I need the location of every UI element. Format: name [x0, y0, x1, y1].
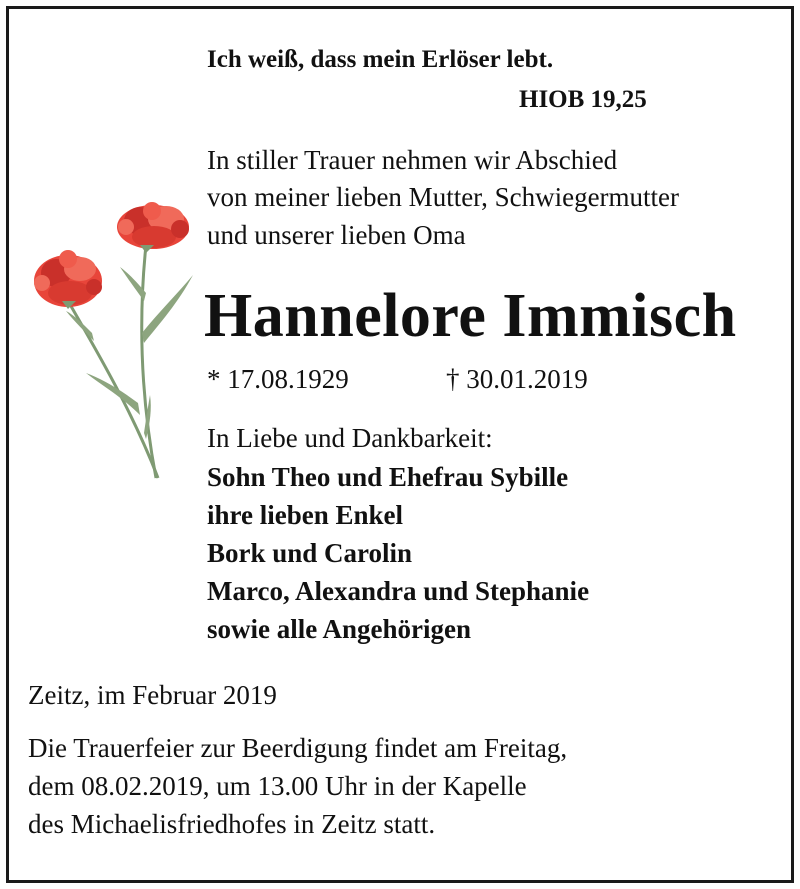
funeral-info-line-2: dem 08.02.2019, um 13.00 Uhr in der Kapelle [28, 771, 527, 801]
mourner-line: ihre lieben Enkel [207, 500, 404, 530]
mourner-line: Bork und Carolin [207, 538, 413, 568]
place-and-date: Zeitz, im Februar 2019 [28, 680, 277, 710]
intro-line-2: von meiner lieben Mutter, Schwiegermutter [207, 182, 680, 212]
intro-line-1: In stiller Trauer nehmen wir Abschied [207, 145, 618, 175]
death-date: † 30.01.2019 [446, 364, 588, 394]
mourner-line: Marco, Alexandra und Stephanie [207, 576, 590, 606]
bible-reference: HIOB 19,25 [519, 86, 647, 113]
mourner-line: sowie alle Angehörigen [207, 614, 471, 644]
carnation-flowers-icon [28, 183, 200, 488]
mourners-heading: In Liebe und Dankbarkeit: [207, 423, 493, 453]
birth-date: * 17.08.1929 [207, 364, 349, 394]
funeral-info-line-1: Die Trauerfeier zur Beerdigung findet am Freitag, [28, 733, 568, 763]
intro-line-3: und unserer lieben Oma [207, 220, 466, 250]
funeral-info-line-3: des Michaelisfriedhofes in Zeitz statt. [28, 809, 436, 839]
bible-quote: Ich weiß, dass mein Erlöser lebt. [207, 46, 554, 73]
mourner-line: Sohn Theo und Ehefrau Sybille [207, 462, 569, 492]
deceased-name: Hannelore Immisch [204, 282, 737, 350]
